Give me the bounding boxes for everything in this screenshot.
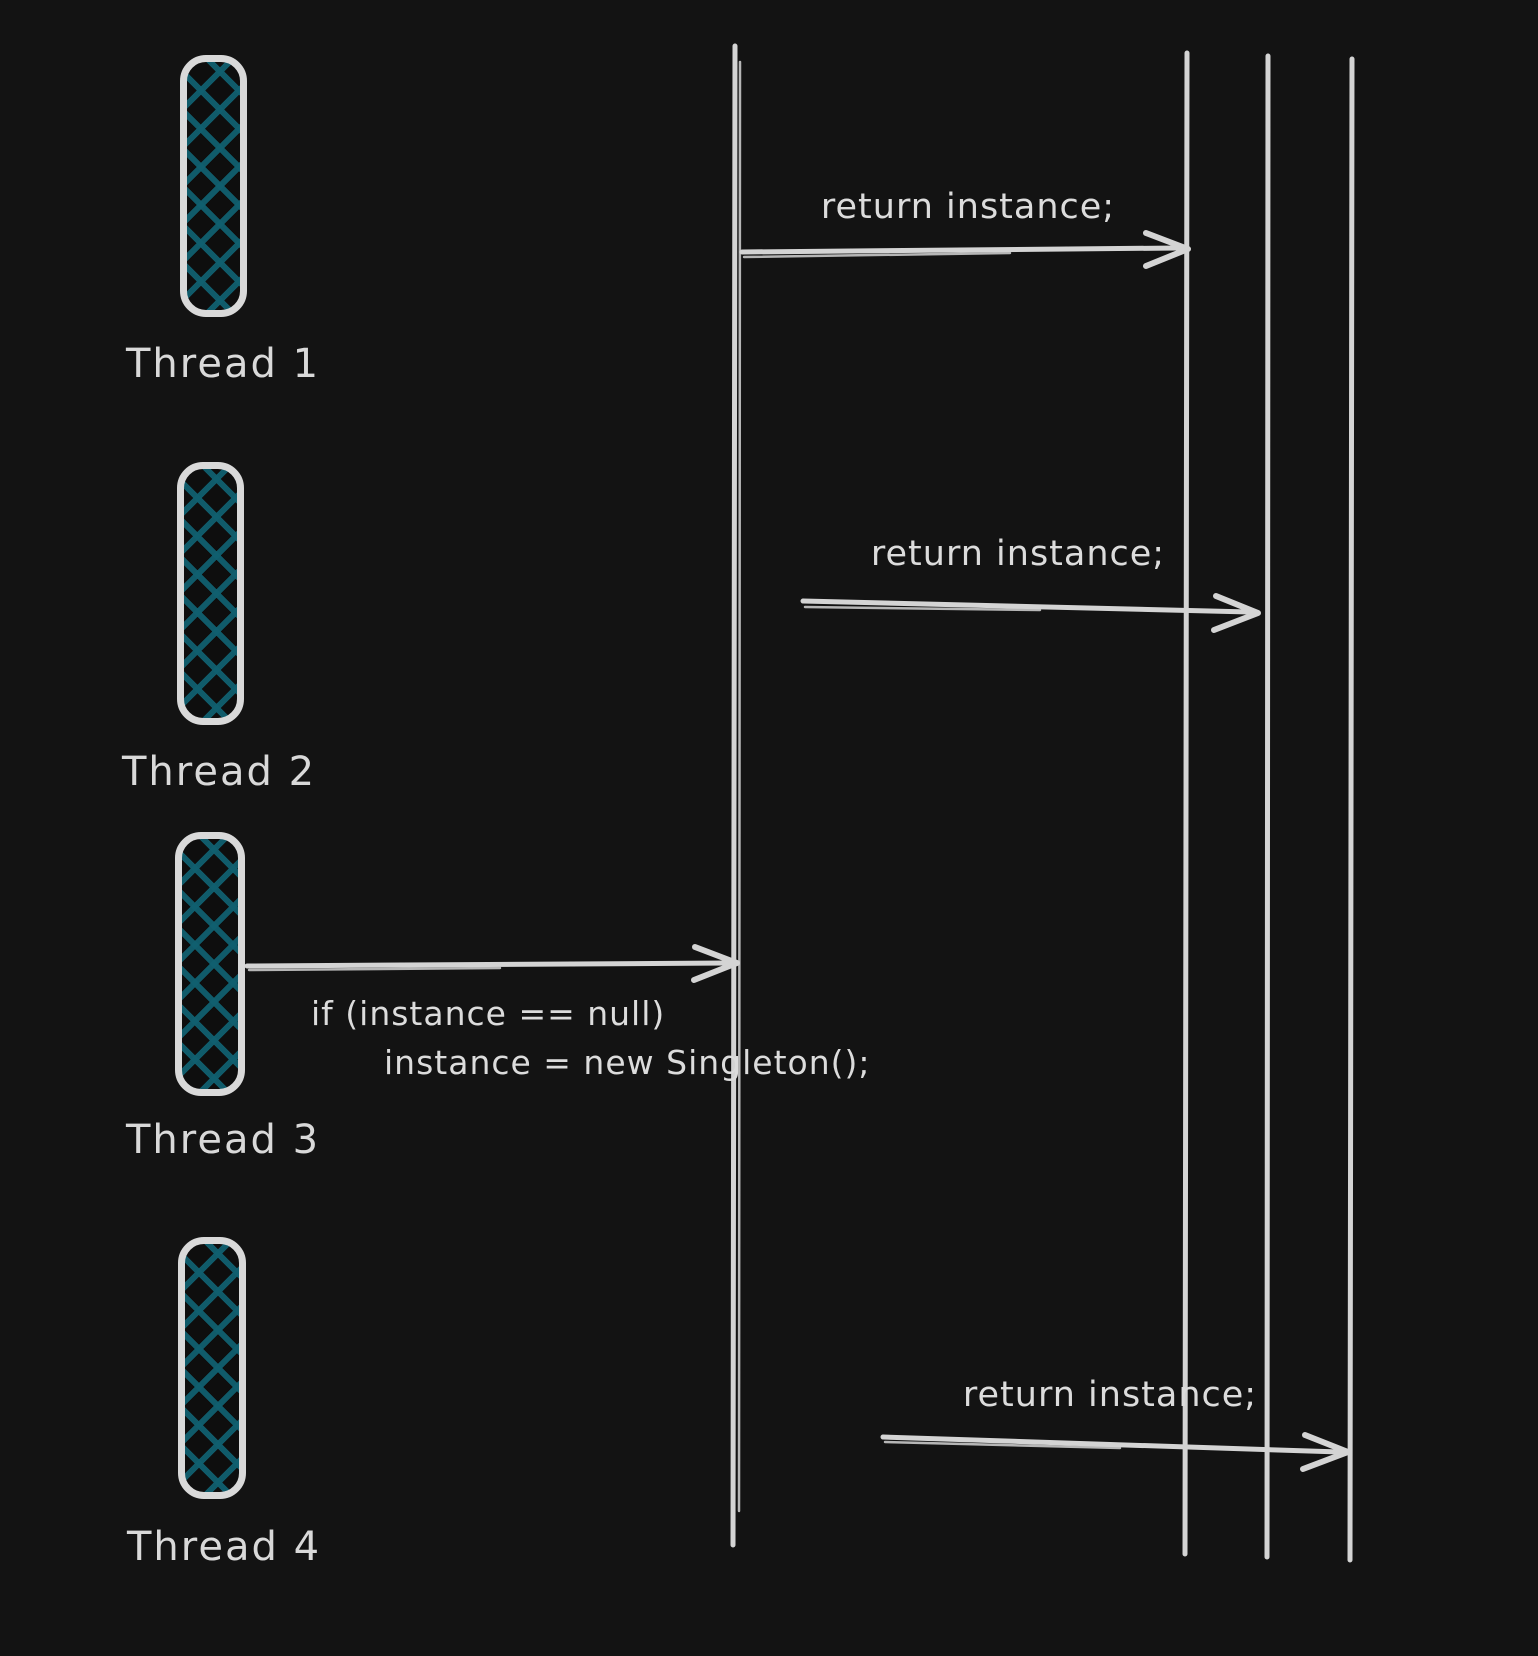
arrow-thread1-return	[742, 233, 1188, 266]
lifeline-c	[1350, 59, 1352, 1560]
thread-1-label: Thread 1	[126, 341, 321, 387]
code-line-assign: instance = new Singleton();	[384, 1043, 871, 1082]
thread-3-label: Thread 3	[126, 1117, 321, 1163]
return-instance-label-4: return instance;	[962, 1375, 1258, 1415]
thread-1-box	[180, 55, 247, 317]
arrow-thread2-return	[803, 596, 1258, 630]
return-instance-label-2: return instance;	[870, 534, 1166, 574]
return-instance-label-1: return instance;	[820, 187, 1116, 227]
thread-2-label: Thread 2	[122, 749, 317, 795]
thread-2-box	[177, 462, 244, 725]
arrow-thread3-call	[247, 947, 737, 980]
code-line-if: if (instance == null)	[311, 994, 666, 1033]
lifeline-b	[1267, 56, 1268, 1557]
thread-4-label: Thread 4	[127, 1524, 322, 1570]
thread-4-box	[178, 1237, 246, 1499]
thread-3-box	[175, 832, 245, 1096]
arrow-thread4-return	[883, 1435, 1348, 1469]
lifeline-a	[1185, 53, 1187, 1554]
lifeline-main	[733, 46, 740, 1545]
